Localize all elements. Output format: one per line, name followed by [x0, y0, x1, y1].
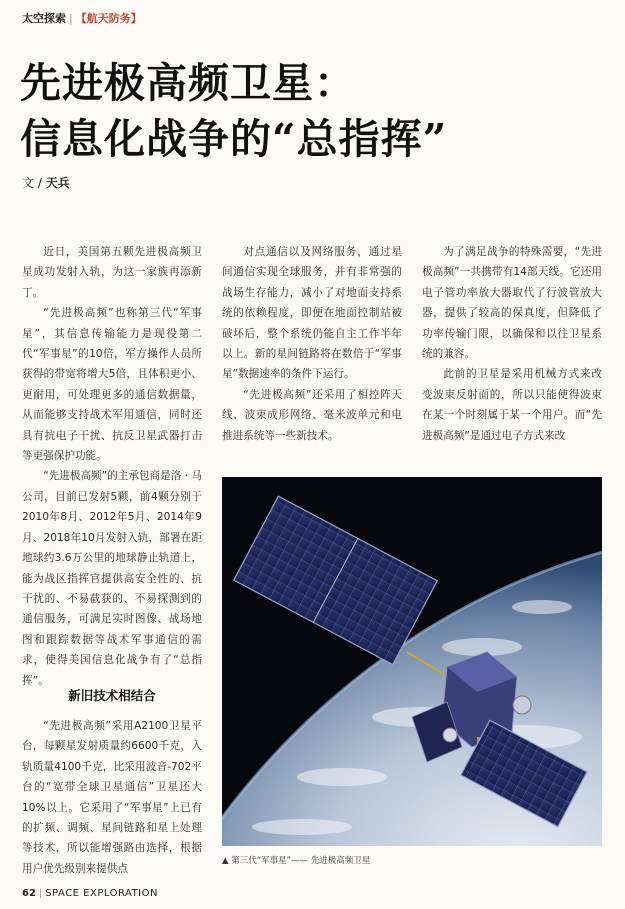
photo-caption: ▲ 第三代“军事星”—— 先进极高频卫星	[222, 856, 371, 866]
section-separator: |	[69, 12, 73, 25]
section-label: 太空探索	[22, 12, 66, 25]
byline-prefix: 文 /	[22, 176, 46, 190]
body-column-1-continued	[22, 716, 202, 879]
article-title-line-2: 信息化战争的“总指挥”	[20, 115, 448, 163]
article-title-line-1: 先进极高频卫星：	[20, 59, 356, 107]
paragraph: “先进极高频”还采用了相控阵天线、波束成形网络、毫米波单元和电推进系统等一些新技术。	[222, 388, 402, 442]
body-column-2	[222, 242, 402, 446]
paragraph: 为了满足战争的特殊需要，“先进极高频”一共携带有14部天线。它还用电子管功率放大器取代了行波管放大器，提供了较高的保真度，但降低了功率传输门限，以确保和以往卫星系统的兼容。	[422, 246, 602, 361]
satellite-photo	[222, 477, 602, 846]
page-number: 62	[22, 888, 36, 899]
paragraph: 对点通信以及网络服务，通过星间通信实现全球服务，并有非常强的战场生存能力，减小了对地面支持系统的依赖程度，即便在地面控制站被破坏后，整个系统仍能自主工作半年以上。新的星间链路将在数倍于“军事星”数据速率的条件下运行。	[222, 246, 402, 381]
body-column-1	[22, 242, 202, 691]
section-tag	[22, 10, 142, 26]
subsection-label: 【航天防务】	[75, 12, 142, 25]
body-column-3	[422, 242, 602, 446]
article-title	[20, 55, 447, 167]
byline-author: 天兵	[45, 176, 70, 190]
paragraph: 此前的卫星是采用机械方式来改变波束反射面的，所以只能使得波束在某一个时刻属于某一个用户。而“先进极高频”是通过电子方式来改	[422, 368, 602, 442]
paragraph: “先进极高频”也称第三代“军事星”，其信息传输能力是现役第二代“军事星”的10倍，军方操作人员所获得的带宽将增大5倍，且体积更小、更耐用，可处理更多的通信数据量，从而能够支持战术军用通信，同时还具有抗电子干扰、抗反卫星武器打击等更强保护功能。	[22, 307, 202, 463]
footer-separator: |	[38, 888, 43, 899]
paragraph: “先进极高频”的主承包商是洛 · 马公司，目前已发射5颗，前4颗分别于2010年8月、2012年5月、2014年9月、2018年10月发射入轨，部署在距地球约3.6万公里的地球静止轨道上，能为战区指挥官提供高安全性的、抗干扰的、不易截获的、不易探测到的通信服务，可满足实时图像、战场地图和跟踪数据等战术军事通信的需求，使得美国信息化战争有了“总指挥”。	[22, 470, 202, 687]
paragraph: “先进极高频”采用A2100卫星平台，每颗星发射质量约6600千克，入轨质量4100千克，比采用波音-702平台的“宽带全球卫星通信”卫星还大10%以上。它采用了“军事星”上已有的扩频、调频、星间链路和星上处理等技术，所以能增强路由选择，根据用户优先级别来提供点	[22, 720, 202, 875]
byline	[22, 174, 70, 191]
page-footer	[22, 888, 158, 899]
subheading: 新旧技术相结合	[68, 688, 156, 703]
paragraph: 近日，美国第五颗先进极高频卫星成功发射入轨，为这一家族再添新丁。	[22, 246, 202, 299]
magazine-name: SPACE EXPLORATION	[45, 888, 158, 899]
